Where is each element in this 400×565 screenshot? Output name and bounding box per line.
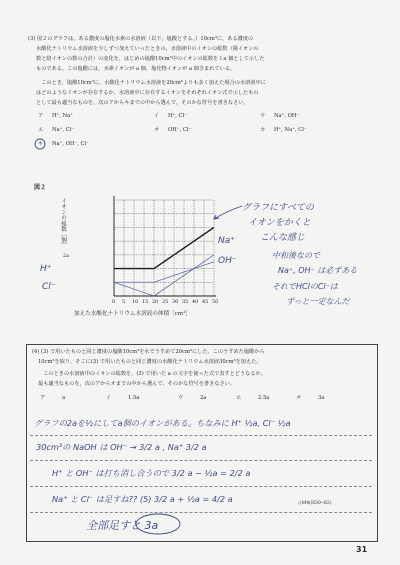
choice-text: H⁺, Na⁺ <box>52 113 73 119</box>
hw-note: 中和後なので <box>272 251 320 260</box>
hw-graph-label-cl: Cl⁻ <box>42 282 56 292</box>
q3-line: ものである。この塩酸には，水素イオンが a 個，塩化物イオンが a 個含まれている。 <box>36 66 236 72</box>
handwritten-arrow <box>214 206 242 219</box>
answer-line <box>30 435 372 436</box>
q3-line: 水酸化ナトリウム水溶液を少しずつ加えていったときの，水溶液中のイオンの総数（陽イオンの <box>36 46 259 52</box>
hw-graph-label-oh: OH⁻ <box>218 256 237 266</box>
x-tick-label: 0 <box>112 299 116 305</box>
hw-working: 30cm³の NaOH は OH⁻ → 3/2 a , Na⁺ 3/2 a <box>36 442 207 452</box>
x-tick-label: 30 <box>172 299 179 305</box>
q4-line: 最も適当なものを，次のアからオまでの中から選んで，そのかな符号を書きなさい。 <box>38 381 236 387</box>
choice-label: イ <box>154 113 160 119</box>
choice-label: イ <box>106 395 112 401</box>
choice-text: OH⁻, Cl⁻ <box>168 127 192 133</box>
choice-label: エ <box>236 395 242 401</box>
choice-text: 2.5a <box>258 395 270 401</box>
hw-working: H⁺ と OH⁻ は打ち消し合うので 3/2 a − ½a = 2/2 a <box>52 468 251 478</box>
choice-label: ウ <box>178 395 184 401</box>
x-tick-label: 45 <box>202 299 209 305</box>
answer-line <box>30 486 372 487</box>
chart-grid <box>114 196 216 296</box>
hw-graph-label-na: Na⁺ <box>218 236 235 246</box>
hw-graph-label-h: H⁺ <box>40 264 52 274</box>
q3-line: はどのようなイオンが存在するか。水溶液中に存在するイオンをそれぞれイオン式で示したもの <box>36 90 259 96</box>
hw-note: それでHClのCl⁻は <box>272 282 338 291</box>
choice-label: キ <box>38 141 44 147</box>
q3-line: (3) 図２のグラフは，ある濃度の塩化水素の水溶液（以下，塩酸とする。）10cm³に，ある濃度の <box>28 36 254 42</box>
choice-text: 3a <box>318 395 325 401</box>
choice-text: Na⁺, OH⁻ <box>274 113 300 119</box>
question-source-code: ◇M4(H30--82) <box>298 501 332 506</box>
choice-text: Na⁺, Cl⁻ <box>52 127 75 133</box>
hw-working: グラフの2aを½にしてa個のイオンがある。ちなみに H⁺ ½a, Cl⁻ ½a <box>34 418 291 428</box>
hw-working: Na⁺ と Cl⁻ は足すね?? (5) 3/2 a + ½a = 4/2 a <box>52 494 233 504</box>
q4-line: (4) (3) で用いたものと同じ濃度の塩酸10cm³を水でうすめて20cm³にした。このうすめた塩酸から <box>32 349 265 355</box>
choice-label: エ <box>38 127 44 133</box>
x-tick-label: 35 <box>182 299 189 305</box>
choice-text: 2a <box>200 395 207 401</box>
hw-note: グラフにすべての <box>242 203 314 213</box>
q3-line: 数と陰イオンの数の合計）の変化を，はじめの塩酸10cm³中のイオンの総数を１a 個として示した <box>36 56 265 62</box>
choice-label: カ <box>260 127 266 133</box>
hw-note: イオンをかくと <box>248 218 311 228</box>
choice-label: ア <box>38 113 44 119</box>
q4-line: このときの水溶液中のイオンの総数を，(3) で用いた a の文字を使った式で表すとどうなるか。 <box>38 371 266 377</box>
x-tick-label: 40 <box>192 299 199 305</box>
choice-label: ウ <box>260 113 266 119</box>
x-tick-label: 15 <box>142 299 149 305</box>
q4-line: 10cm³を取り，そこに(3) で用いたものと同じ濃度の水酸化ナトリウム水溶液30cm³を加えた。 <box>38 359 262 365</box>
hw-note: こんな感じ <box>260 233 306 243</box>
choice-text: 1.5a <box>128 395 140 401</box>
hw-note: Na⁺, OH⁻ は必ずある <box>278 266 358 275</box>
x-tick-label: 10 <box>132 299 139 305</box>
page-number: 31 <box>356 545 368 554</box>
answer-circle <box>35 139 45 149</box>
x-tick-label: 50 <box>212 299 219 305</box>
chart-xlabel: 加えた水酸化ナトリウム水溶液の体積［cm³］ <box>74 311 191 317</box>
choice-text: H⁺, Na⁺, Cl⁻ <box>274 127 307 133</box>
x-tick-label: 25 <box>162 299 169 305</box>
choice-label: オ <box>296 395 302 401</box>
chart-ylabel: イオンの総数［個］ <box>60 198 66 249</box>
choice-label: オ <box>154 127 160 133</box>
q3-line: このとき，塩酸10cm³に，水酸化ナトリウム水溶液を20cm³よりも多く加えた場合の水溶液中に <box>36 80 266 86</box>
hw-conclusion: 全部足すと 3a <box>86 519 159 532</box>
choice-label: ア <box>40 395 46 401</box>
figure-label: 図２ <box>34 184 47 191</box>
choice-text: Na⁺, OH⁻, Cl⁻ <box>52 141 89 147</box>
x-tick-label: 20 <box>152 299 159 305</box>
answer-line <box>30 460 372 461</box>
answer-line <box>30 512 372 513</box>
chart-ytick-label: 2a <box>63 253 70 259</box>
q3-line: として最も適当なものを，次のアからキまでの中から選んで，そのかな符号を書きなさい。 <box>36 100 249 106</box>
x-tick-label: 5 <box>122 299 126 305</box>
hw-note: ずっと一定なんだ <box>286 297 350 306</box>
choice-text: H⁺, Cl⁻ <box>168 113 187 119</box>
choice-text: a <box>62 395 66 401</box>
